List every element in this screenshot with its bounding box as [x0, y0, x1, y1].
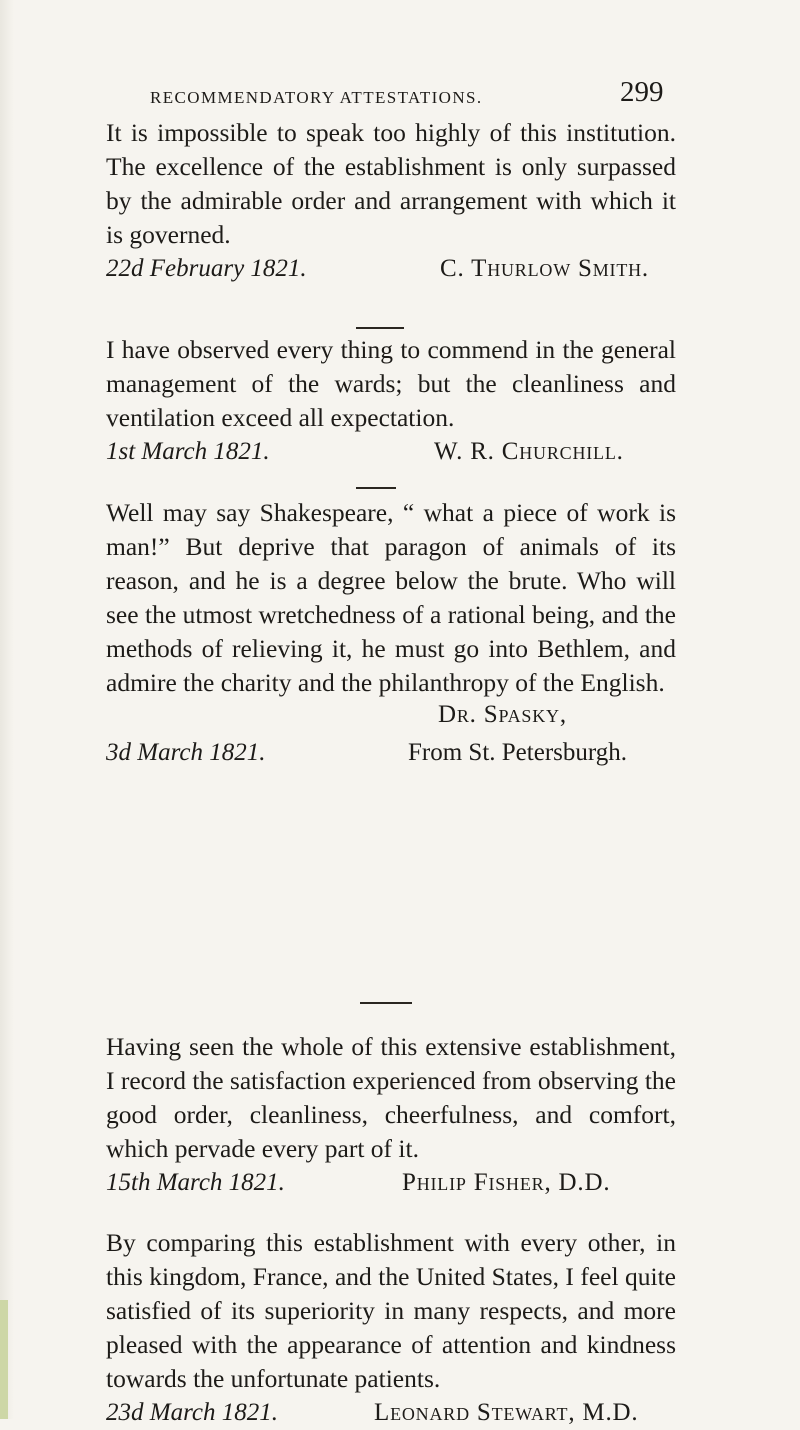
- attestation-entry: [106, 116, 676, 286]
- attestation-text: It is impossible to speak too highly of this institution. The excellence of the establishment is only surpassed by the admirable order and arrangement with which it is governed.: [106, 118, 676, 249]
- attestation-date: 1st March 1821.: [106, 438, 270, 465]
- section-divider: [356, 487, 396, 489]
- signature-row: [106, 1166, 676, 1200]
- attestation-entry: [106, 333, 676, 469]
- attestation-place: From St. Petersburgh.: [408, 739, 627, 766]
- signature-row: [106, 1396, 676, 1430]
- attestation-entry: [106, 1030, 676, 1200]
- attestation-author: C. Thurlow Smith.: [440, 255, 649, 282]
- signature-row: [106, 736, 676, 770]
- page-number: 299: [620, 76, 664, 108]
- running-head: RECOMMENDATORY ATTESTATIONS.: [150, 88, 483, 107]
- page-edge-stain: [0, 1300, 8, 1419]
- signature-row: [106, 435, 676, 469]
- attestation-entry: [106, 496, 676, 770]
- attestation-date: 22d February 1821.: [106, 255, 307, 282]
- attestation-text: I have observed every thing to commend in the general management of the wards; but the cleanliness and ventilation exceed all expectation.: [106, 335, 676, 432]
- attestation-text: Having seen the whole of this extensive establishment, I record the satisfaction experienced from observing the good order, cleanliness, cheerfulness, and comfort, which pervade every part of it.: [106, 1032, 676, 1163]
- attestation-author: Dr. Spasky,: [438, 701, 567, 728]
- attestation-date: 23d March 1821.: [106, 1399, 278, 1426]
- attestation-author: W. R. Churchill.: [434, 438, 624, 465]
- page-binding-shadow: [0, 0, 14, 1419]
- attestation-date: 3d March 1821.: [106, 739, 266, 766]
- attestation-entry: [106, 1226, 676, 1430]
- attestation-author: Leonard Stewart, M.D.: [374, 1399, 639, 1426]
- attestation-text: Well may say Shakespeare, “ what a piece of work is man!” But deprive that paragon of animals of its reason, and he is a degree below the brute. Who will see the utmost wretchedness of a rational being, and the methods of relieving it, he must go into Bethlem, and admire the charity and the philanthropy of the English.: [106, 498, 676, 697]
- section-divider: [356, 327, 404, 329]
- attestation-author: Philip Fisher, D.D.: [402, 1169, 611, 1196]
- signature-row: [106, 252, 676, 286]
- attestation-text: By comparing this establishment with every other, in this kingdom, France, and the United States, I feel quite satisfied of its superiority in many respects, and more pleased with the appearance of attention and kindness towards the unfortunate patients.: [106, 1228, 676, 1393]
- attestation-date: 15th March 1821.: [106, 1169, 285, 1196]
- section-divider: [360, 1002, 412, 1004]
